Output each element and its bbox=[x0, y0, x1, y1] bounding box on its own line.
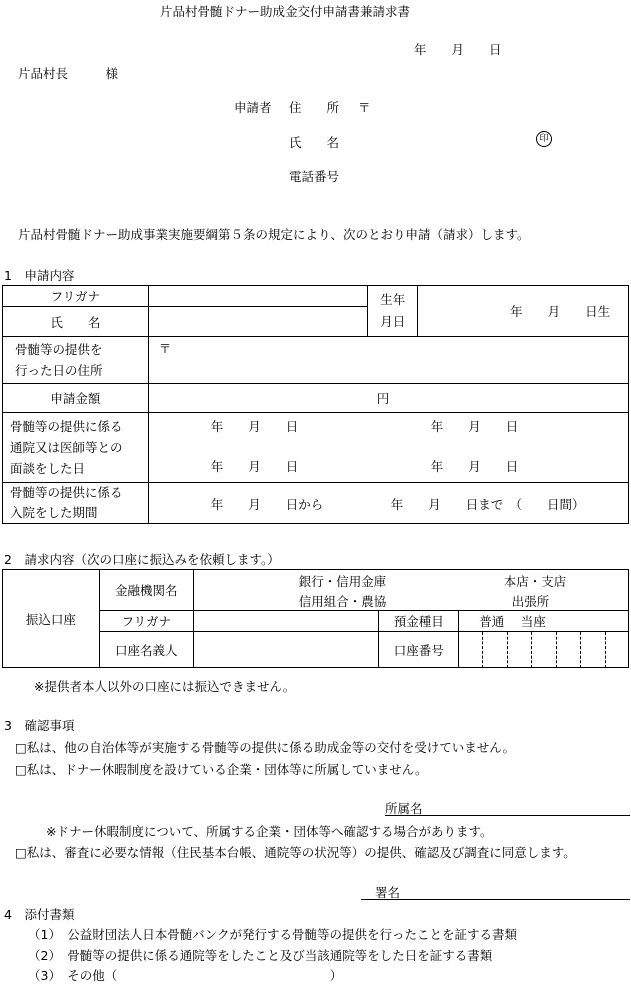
hospital-stay-input[interactable] bbox=[148, 483, 628, 524]
visit-label-line3: 面談をした日 bbox=[10, 461, 86, 476]
postal-mark: 〒 bbox=[358, 100, 371, 115]
amount-label: 申請金額 bbox=[3, 384, 149, 413]
birthdate-label bbox=[368, 286, 418, 337]
visit-date-2[interactable]: 年 月 日 bbox=[430, 419, 519, 434]
account-number-label: 口座番号 bbox=[379, 632, 459, 668]
name-label: 氏 名 bbox=[3, 307, 149, 337]
signature-field[interactable] bbox=[361, 899, 630, 900]
intro-text: 片品村骨髄ドナー助成事業実施要綱第５条の規定により、次のとおり申請（請求）します。 bbox=[18, 227, 530, 242]
account-number-input[interactable] bbox=[459, 632, 629, 668]
section2-heading: 2 請求内容（次の口座に振込みを依頼します。） bbox=[4, 552, 280, 567]
birthdate-label-line2: 月日 bbox=[380, 314, 406, 329]
visit-date-3[interactable]: 年 月 日 bbox=[210, 459, 299, 474]
confirm-checkbox-3[interactable]: □私は、審査に必要な情報（住民基本台帳、通院等の状況等）の提供、確認及び調査に同意します。 bbox=[15, 845, 576, 860]
account-holder-input[interactable] bbox=[193, 632, 379, 668]
furigana-label: フリガナ bbox=[3, 286, 149, 307]
hospital-stay-label bbox=[3, 483, 149, 524]
birthdate-label-line1: 生年 bbox=[380, 292, 406, 307]
account-furigana-label: フリガナ bbox=[99, 611, 193, 632]
applicant-label: 申請者 bbox=[234, 100, 272, 115]
visit-label-line2: 通院又は医師等との bbox=[10, 440, 123, 455]
applicant-address-label: 住 所 bbox=[289, 100, 340, 115]
affiliation-label: 所属名 bbox=[385, 801, 423, 816]
digit-divider bbox=[580, 632, 581, 668]
birthdate-input[interactable]: 年 月 日生 bbox=[418, 286, 629, 337]
stay-from[interactable]: 年 月 日から bbox=[210, 497, 324, 512]
applicant-phone-label: 電話番号 bbox=[289, 169, 340, 184]
bank-name-input[interactable] bbox=[193, 570, 628, 611]
visit-dates-label bbox=[3, 413, 149, 483]
donation-address-input[interactable]: 〒 bbox=[148, 337, 628, 384]
name-input[interactable] bbox=[148, 307, 368, 337]
seal-icon: 印 bbox=[536, 131, 552, 147]
visit-date-4[interactable]: 年 月 日 bbox=[430, 459, 519, 474]
confirm-checkbox-2[interactable]: □私は、ドナー休暇制度を設けている企業・団体等に所属していません。 bbox=[15, 762, 428, 777]
visit-dates-input[interactable] bbox=[148, 413, 628, 483]
date-field[interactable]: 年 月 日 bbox=[414, 42, 502, 57]
bank-name-label: 金融機関名 bbox=[99, 570, 193, 611]
digit-divider bbox=[605, 632, 606, 668]
account-furigana-input[interactable] bbox=[193, 611, 379, 632]
signature-label: 署名 bbox=[375, 885, 401, 900]
digit-divider bbox=[507, 632, 508, 668]
bank-account-table bbox=[2, 569, 629, 668]
visit-label-line1: 骨髄等の提供に係る bbox=[10, 419, 123, 434]
digit-divider bbox=[556, 632, 557, 668]
donation-address-label bbox=[3, 337, 149, 384]
account-holder-label: 口座名義人 bbox=[99, 632, 193, 668]
document-title: 片品村骨髄ドナー助成金交付申請書兼請求書 bbox=[160, 4, 411, 19]
stay-label-line1: 骨髄等の提供に係る bbox=[10, 485, 123, 500]
attachment-item-3[interactable]: （3） その他（ ） bbox=[28, 968, 343, 983]
bank-note: ※提供者本人以外の口座には振込できません。 bbox=[34, 679, 296, 694]
deposit-type-label: 預金種目 bbox=[379, 611, 459, 632]
attachment-item-2: （2） 骨髄等の提供に係る通院等をしたこと及び当該通院等をした日を証する書類 bbox=[28, 948, 493, 963]
branch-type-line1: 本店・支店 bbox=[503, 574, 567, 589]
attachment-item-1: （1） 公益財団法人日本骨髄バンクが発行する骨髄等の提供を行ったことを証する書類 bbox=[28, 927, 517, 942]
section3-heading: 3 確認事項 bbox=[4, 718, 75, 733]
digit-divider bbox=[531, 632, 532, 668]
application-table bbox=[2, 285, 629, 524]
deposit-type-select[interactable]: 普通 当座 bbox=[459, 611, 629, 632]
confirm-checkbox-1[interactable]: □私は、他の自治体等が実施する骨髄等の提供に係る助成金等の交付を受けていません。 bbox=[15, 740, 516, 755]
visit-date-1[interactable]: 年 月 日 bbox=[210, 419, 299, 434]
section4-heading: 4 添付書類 bbox=[4, 907, 75, 922]
amount-input[interactable]: 円 bbox=[148, 384, 628, 413]
branch-type-line2: 出張所 bbox=[511, 594, 550, 609]
affiliation-underline bbox=[385, 815, 630, 816]
donation-address-line1: 骨髄等の提供を bbox=[15, 342, 103, 357]
affiliation-note: ※ドナー休暇制度について、所属する企業・団体等へ確認する場合があります。 bbox=[46, 824, 493, 839]
applicant-name-label: 氏 名 bbox=[289, 135, 340, 150]
furigana-input[interactable] bbox=[148, 286, 368, 307]
section1-heading: 1 申請内容 bbox=[4, 268, 75, 283]
bank-type-line1: 銀行・信用金庫 bbox=[298, 574, 387, 589]
stay-to[interactable]: 年 月 日まで （ 日間） bbox=[390, 497, 585, 512]
bank-type-line2: 信用組合・農協 bbox=[298, 594, 387, 609]
stay-label-line2: 入院をした期間 bbox=[10, 505, 98, 520]
addressee: 片品村長 様 bbox=[18, 66, 119, 81]
transfer-account-label: 振込口座 bbox=[3, 570, 100, 668]
digit-divider bbox=[482, 632, 483, 668]
donation-address-line2: 行った日の住所 bbox=[15, 363, 103, 378]
